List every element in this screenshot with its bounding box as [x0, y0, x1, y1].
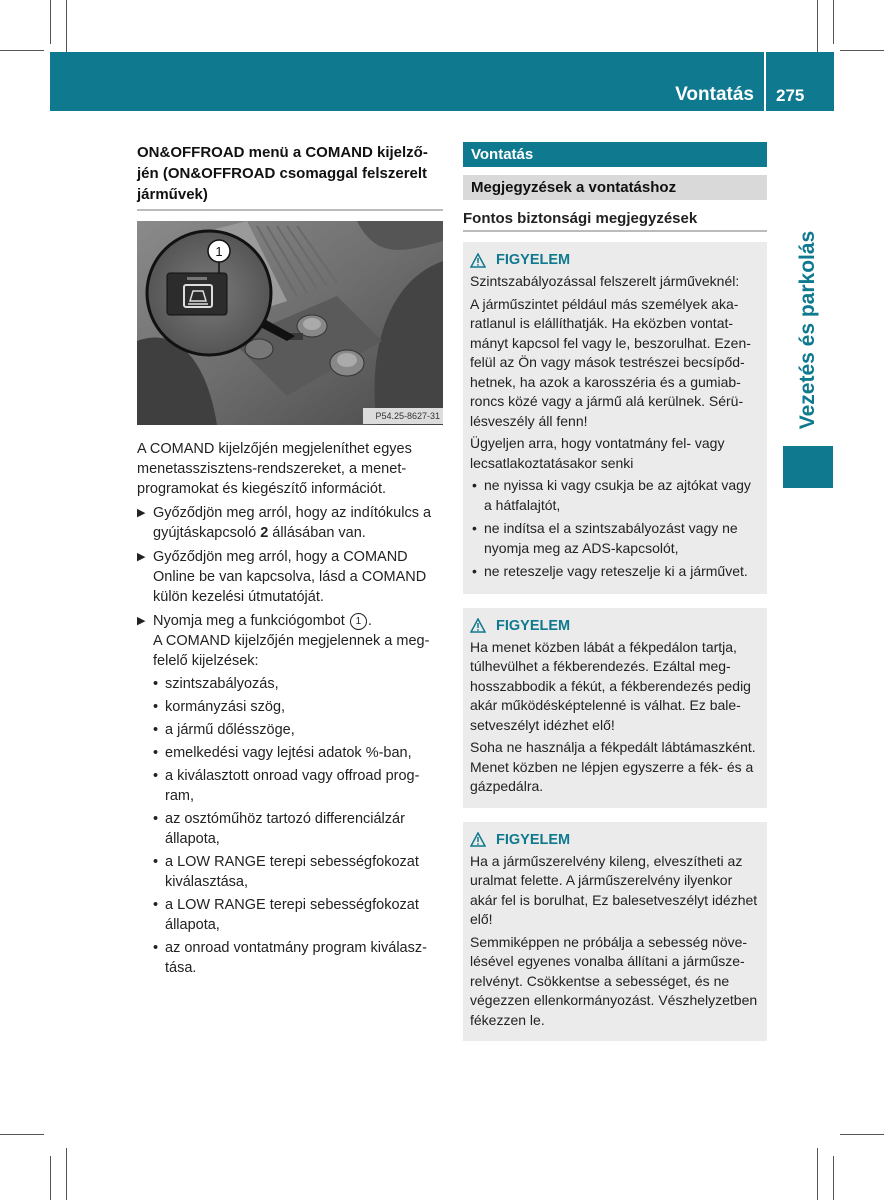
warning-triangle-icon: [470, 832, 486, 847]
crop-mark: [0, 1134, 44, 1135]
list-item: • kormányzási szög,: [153, 697, 443, 717]
list-item: • a kiválasztott onroad vagy offroad prog-ram,: [153, 766, 443, 806]
right-column: [463, 142, 767, 1041]
warning-triangle-icon: [470, 618, 486, 633]
warning-text: Ügyeljen arra, hogy vontatmány fel- vagy lecsatlakoztatásakor senki: [470, 435, 725, 471]
list-item: • a LOW RANGE terepi sebességfokozat állapota,: [153, 895, 443, 935]
step-arrow-icon: ▶: [137, 615, 146, 627]
list-item: • az onroad vontatmány program kiválasz-tása.: [153, 938, 443, 978]
list-item: • ne indítsa el a szintszabályozást vagy ne nyomja meg az ADS-kapcsolót,: [472, 519, 759, 558]
warning-header: [470, 832, 759, 848]
callout-marker: 1: [350, 613, 367, 630]
image-code: P54.25-8627-31: [375, 411, 440, 421]
warning-label: FIGYELEM: [496, 831, 571, 848]
list-item: • a LOW RANGE terepi sebességfokozat kiválasztása,: [153, 852, 443, 892]
warning-box: [463, 242, 767, 594]
warning-header: [470, 618, 759, 634]
chapter-label: Vezetés és parkolás: [796, 230, 819, 430]
crop-mark: [0, 50, 44, 51]
step-item: [137, 547, 443, 607]
list-item: • a jármű dőlésszöge,: [153, 720, 443, 740]
left-heading: ON&OFFROAD menü a COMAND kijelző-jén (ON&OFFROAD csomaggal felszerelt járművek): [137, 142, 443, 211]
crop-mark: [50, 1156, 51, 1200]
step-item: [137, 503, 443, 543]
step-arrow-icon: ▶: [137, 507, 146, 519]
page-title: Vontatás: [675, 84, 754, 105]
section-heading: Vontatás: [463, 142, 767, 167]
warning-triangle-icon: [470, 253, 486, 268]
crop-mark: [833, 0, 834, 44]
left-column: [137, 142, 443, 981]
chapter-marker: [783, 446, 833, 488]
step-text: .: [367, 613, 372, 629]
warning-text: Ha a járműszerelvény kileng, elveszítheti az uralmat felette. A járműszerelvény ilyenkor akár fel is borulhat, Ez balesetveszélyt idézhet elő!: [470, 852, 758, 927]
step-text: Győződjön meg arról, hogy az indítókulcs a gyújtáskapcsoló: [153, 505, 432, 541]
warning-label: FIGYELEM: [496, 252, 571, 268]
crop-mark: [66, 0, 67, 52]
crop-mark: [833, 1156, 834, 1200]
warning-list: [472, 476, 759, 582]
warning-text: Soha ne használja a fékpedált lábtámaszként. Menet közben ne lépjen egyszerre a fék- és a gázpedálra.: [470, 739, 756, 794]
warning-text: Szintszabályozással felszerelt járműveknél:: [470, 273, 740, 289]
list-item: • az osztóműhöz tartozó differenciálzár állapota,: [153, 809, 443, 849]
safety-heading: Fontos biztonsági megjegyzések: [463, 210, 767, 232]
crop-mark: [840, 1134, 884, 1135]
warning-box: [463, 822, 767, 1042]
step-item: [137, 611, 443, 671]
header-divider: [764, 52, 766, 111]
warning-text: Semmiképpen ne próbálja a sebesség növe-lésével egyenes vonalba állítani a járműsze-relvényt. Csökkentse a sebességet, és ne végezzen ellenkormányozást. Vészhelyzetben fékezzen le.: [470, 933, 758, 1028]
crop-mark: [817, 1148, 818, 1200]
crop-mark: [817, 0, 818, 52]
console-illustration: [137, 221, 443, 425]
list-item: • ne reteszelje vagy reteszelje ki a járművet.: [472, 562, 759, 582]
intro-paragraph: A COMAND kijelzőjén megjeleníthet egyes menetasszisztens-rendszereket, a menet-programokat és kiegészítő információt.: [137, 441, 412, 497]
page-number: 275: [776, 86, 805, 105]
warning-box: [463, 608, 767, 808]
warning-header: [470, 252, 759, 268]
image-callout: 1: [215, 244, 223, 259]
warning-text: A járműszintet például más személyek aka-ratlanul is elállíthatják. Ha eközben vontat-mányt kapcsol fel vagy le, beszorulhat. Ezen-felül az Ön vagy mások testrészei becsípőd-hetnek, ha azok a karosszéria és a gumiab-roncs közé vagy a jármű alá kerülnek. Sérü-lésveszély áll fenn!: [470, 295, 751, 429]
step-text: Győződjön meg arról, hogy a COMAND Online be van kapcsolva, lásd a COMAND külön kezelési útmutatóját.: [153, 549, 427, 605]
crop-mark: [840, 50, 884, 51]
list-item: • szintszabályozás,: [153, 674, 443, 694]
console-photo: [137, 221, 443, 425]
subsection-heading: Megjegyzések a vontatáshoz: [463, 175, 767, 200]
warning-text: Ha menet közben lábát a fékpedálon tartja, túlhevülhet a fékberendezés. Ezáltal meg-hosszabbodik a fékút, a fékberendezés pedig akár működésképtelenné is válhat. Ez bale-setveszélyt idézhet elő!: [470, 638, 751, 733]
step-text: állásában van.: [268, 525, 366, 541]
crop-mark: [66, 1148, 67, 1200]
step-text: Nyomja meg a funkciógombot: [153, 613, 349, 629]
list-item: • emelkedési vagy lejtési adatok %-ban,: [153, 743, 443, 763]
step-arrow-icon: ▶: [137, 551, 146, 563]
display-list: [153, 674, 443, 978]
crop-mark: [50, 0, 51, 44]
key-position: 2: [260, 525, 269, 541]
list-item: • ne nyissa ki vagy csukja be az ajtókat vagy a hátfalajtót,: [472, 476, 759, 515]
warning-label: FIGYELEM: [496, 617, 571, 634]
step-text: A COMAND kijelzőjén megjelennek a meg-felelő kijelzések:: [153, 633, 430, 669]
